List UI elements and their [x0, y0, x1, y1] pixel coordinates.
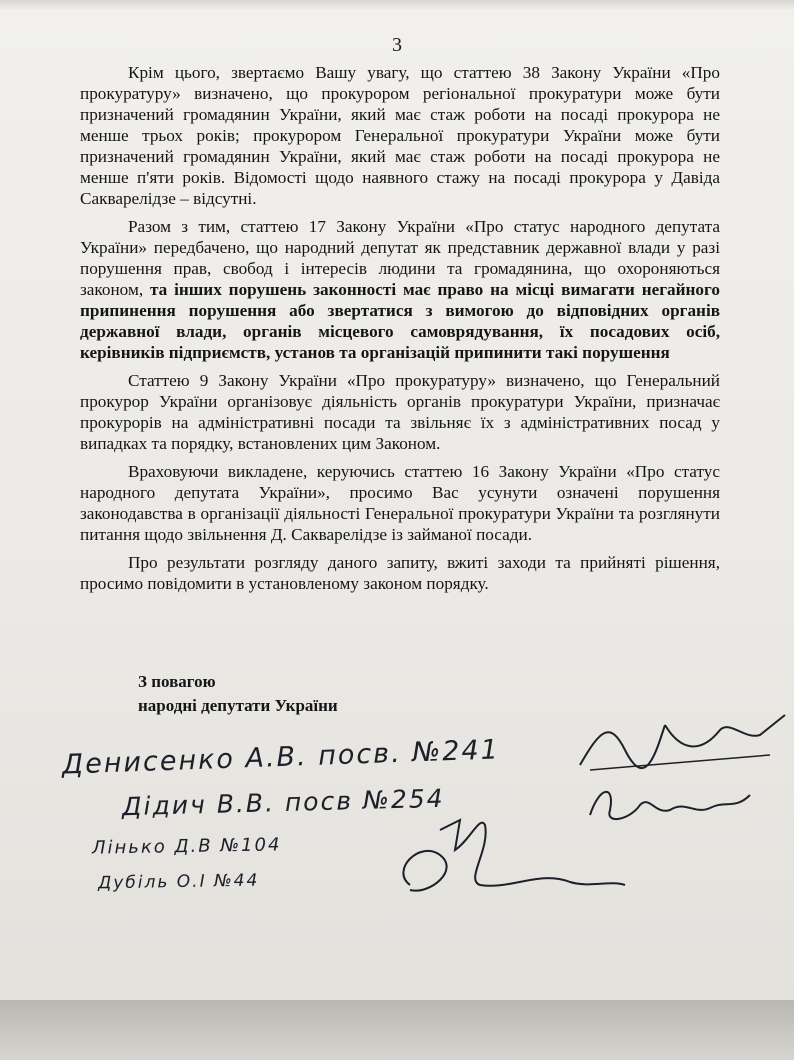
closing-regards: З повагою: [138, 672, 216, 691]
paragraph-prosecutor-experience: Крім цього, звертаємо Вашу увагу, що статтею 38 Закону України «Про прокуратуру» визначено, що прокурором регіональної прокуратури може бути призначений громадянин України, який має стаж роботи на посаді прокурора не менше трьох років; прокурором Генеральної прокуратури України може бути призначений громадянин України, який має стаж роботи на посаді прокурора не менше п'яти років. Відомості щодо наявного стажу на посаді прокурора у Давіда Сакварелідзе – відсутні.: [80, 63, 720, 208]
paper-fold: [0, 0, 794, 10]
paragraph-deputy-status: [80, 216, 720, 363]
signature-area: [40, 700, 780, 910]
closing-signatories: народні депутати України: [138, 696, 338, 715]
signature-line-2: Дідич В.В. посв №254: [121, 783, 445, 822]
page-number: 3: [392, 34, 402, 56]
signature-line-4: Дубіль О.І №44: [97, 870, 260, 894]
paragraph-deputy-status-bold: та інших порушень законності має право на місці вимагати негайного припинення порушення або звертатися з вимогою до відповідних органів державної влади, органів місцевого самоврядування, їх посадових осіб, керівників підприємств, установ та організацій припинити такі порушення: [80, 280, 720, 362]
handwritten-signature-1: [570, 710, 790, 780]
paragraph-prosecutor-general: Статтею 9 Закону України «Про прокуратуру» визначено, що Генеральний прокурор України організовує діяльність органів прокуратури України, призначає прокурорів на адміністративні посади та звільняє їх з адміністративних посад у випадках та порядку, встановлених цим Законом.: [80, 371, 720, 453]
paragraph-request: Враховуючи викладене, керуючись статтею 16 Закону України «Про статус народного депутата України», просимо Вас усунути означені порушення законодавства в організації діяльності Генеральної прокуратури України та розглянути питання щодо звільнення Д. Сакварелідзе із займаної посади.: [80, 462, 720, 544]
signature-line-3: Лінько Д.В №104: [91, 834, 282, 859]
table-surface: [0, 1000, 794, 1060]
signature-line-1: Денисенко А.В. посв. №241: [61, 734, 501, 781]
paragraph-deputy-status-normal: Разом з тим, статтею 17 Закону України «Про статус народного депутата України» передбачено, що народний депутат як представник державної влади у разі порушення прав, свобод і інтересів людини та громадянина, що охороняються законом,: [80, 217, 720, 299]
letter-body: [80, 62, 720, 601]
paragraph-results: Про результати розгляду даного запиту, вжиті заходи та прийняті рішення, просимо повідомити в установленому законом порядку.: [80, 553, 720, 593]
handwritten-signature-3: [370, 810, 630, 905]
